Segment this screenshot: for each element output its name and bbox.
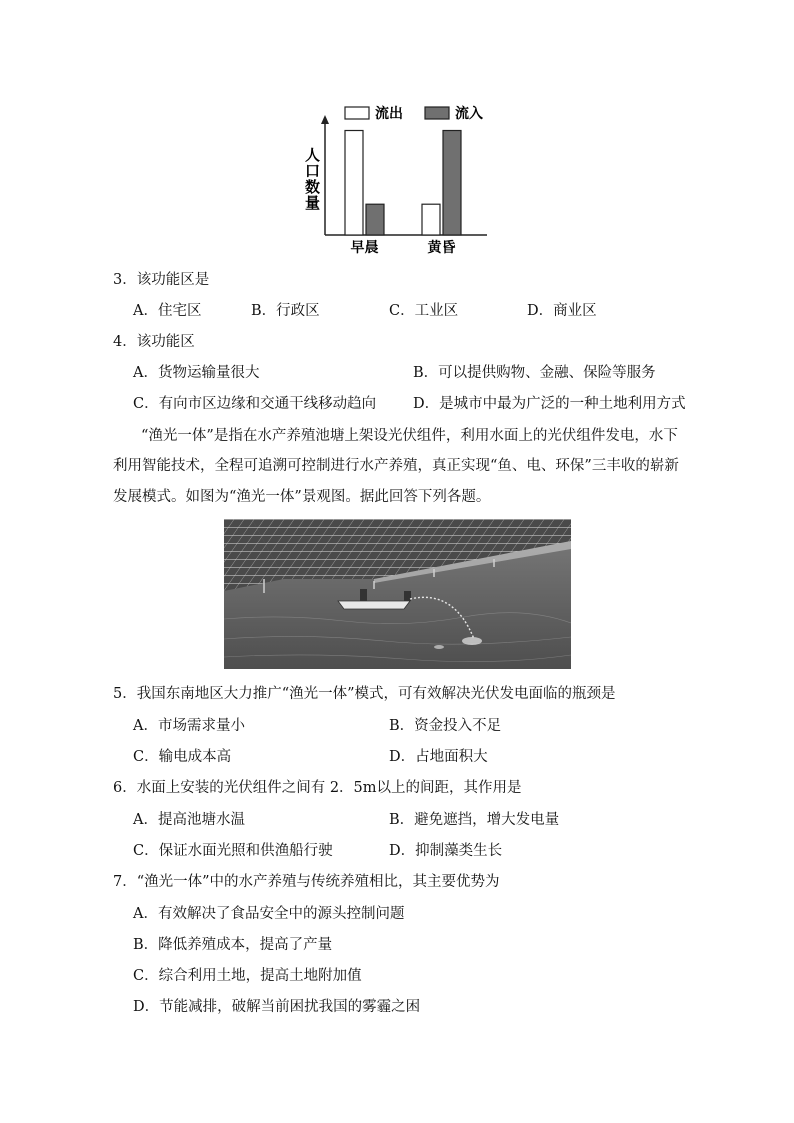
q6-option-a[interactable]: A．提高池塘水温: [133, 812, 245, 828]
q7-option-b[interactable]: B．降低养殖成本，提高了产量: [133, 937, 333, 953]
q3-option-b[interactable]: B．行政区: [251, 303, 320, 319]
category-label-1: 黄昏: [427, 240, 456, 256]
fishery-solar-photo: [224, 519, 571, 669]
y-axis-label-char: 人: [305, 146, 321, 164]
y-axis-label-char: 量: [305, 194, 321, 212]
passage-line-1: “渔光一体”是指在水产养殖池塘上架设光伏组件，利用水面上的光伏组件发电，水下: [141, 428, 678, 444]
q3-option-c[interactable]: C．工业区: [389, 303, 459, 319]
q3-option-d[interactable]: D．商业区: [527, 303, 597, 319]
q5-option-b[interactable]: B．资金投入不足: [389, 718, 502, 734]
q3-option-a[interactable]: A．住宅区: [133, 303, 202, 319]
q6-option-b[interactable]: B．避免遮挡，增大发电量: [389, 812, 560, 828]
q4-option-b[interactable]: B．可以提供购物、金融、保险等服务: [413, 365, 656, 381]
q4-option-c[interactable]: C．有向市区边缘和交通干线移动趋向: [133, 396, 377, 412]
q5-option-d[interactable]: D．占地面积大: [389, 749, 488, 765]
passage-line-3: 发展模式。如图为“渔光一体”景观图。据此回答下列各题。: [113, 489, 491, 505]
bar-inflow-1: [443, 131, 461, 236]
legend-label-inflow: 流入: [455, 106, 483, 122]
q6-stem: 6．水面上安装的光伏组件之间有 2．5m以上的间距，其作用是: [113, 780, 522, 796]
q5-stem: 5．我国东南地区大力推广“渔光一体”模式，可有效解决光伏发电面临的瓶颈是: [113, 686, 616, 702]
q5-option-c[interactable]: C．输电成本高: [133, 749, 232, 765]
y-axis-label-char: 口: [305, 162, 321, 180]
q7-option-d[interactable]: D．节能减排，破解当前困扰我国的雾霾之困: [133, 999, 421, 1015]
q4-option-a[interactable]: A．货物运输量很大: [133, 365, 260, 381]
category-label-0: 早晨: [350, 240, 379, 256]
bar-inflow-0: [366, 204, 384, 235]
y-axis-label-char: 数: [305, 178, 321, 196]
y-axis-arrow: [321, 115, 329, 124]
q5-option-a[interactable]: A．市场需求量小: [133, 718, 245, 734]
y-axis-label: [305, 146, 320, 212]
bar-outflow-0: [345, 131, 363, 236]
q7-stem: 7．“渔光一体”中的水产养殖与传统养殖相比，其主要优势为: [113, 874, 500, 890]
q7-option-c[interactable]: C．综合利用土地，提高土地附加值: [133, 968, 362, 984]
legend-label-outflow: 流出: [375, 106, 403, 122]
q4-option-d[interactable]: D．是城市中最为广泛的一种土地利用方式: [413, 396, 686, 412]
legend-swatch-outflow: [345, 107, 369, 119]
q4-stem: 4．该功能区: [113, 334, 195, 350]
bar-outflow-1: [422, 204, 440, 235]
q6-option-d[interactable]: D．抑制藻类生长: [389, 843, 503, 859]
legend-swatch-inflow: [425, 107, 449, 119]
q7-option-a[interactable]: A．有效解决了食品安全中的源头控制问题: [133, 906, 405, 922]
q6-option-c[interactable]: C．保证水面光照和供渔船行驶: [133, 843, 333, 859]
population-flow-chart: [300, 100, 500, 260]
q3-stem: 3．该功能区是: [113, 272, 210, 288]
passage-line-2: 利用智能技术，全程可追溯可控制进行水产养殖，真正实现“鱼、电、环保”三丰收的崭新: [113, 458, 679, 474]
